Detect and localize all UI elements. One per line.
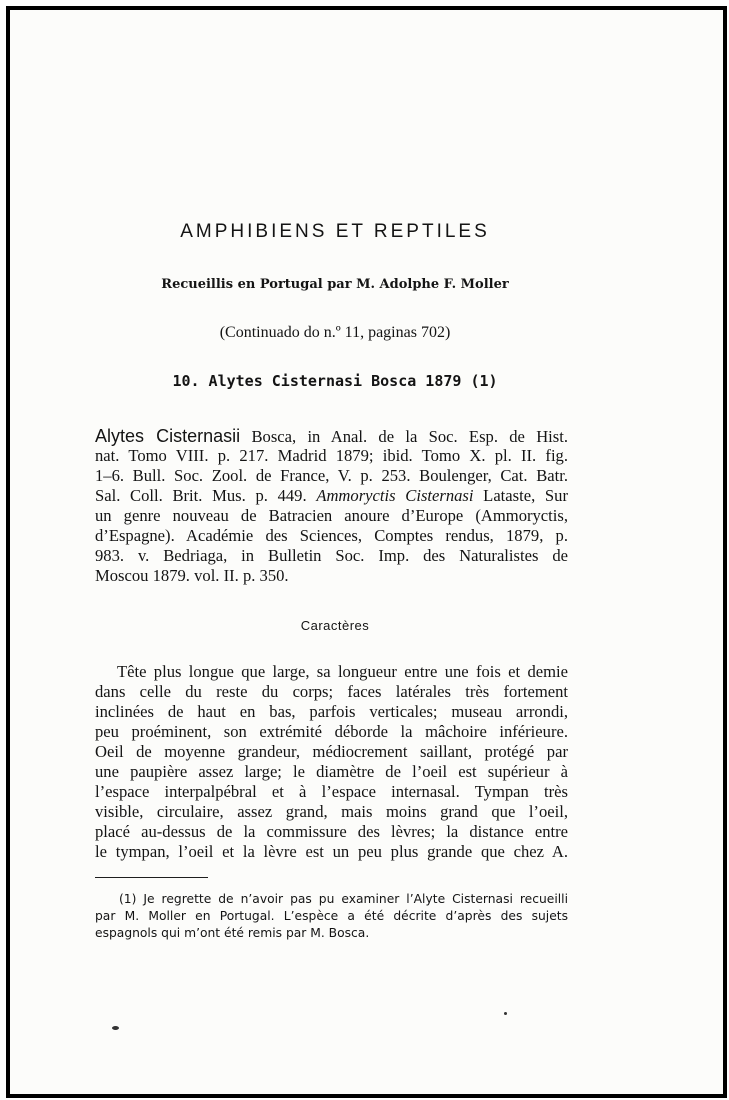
characters-line: placé au-dessus de la commissure des lèvres; la distance entre — [95, 822, 568, 841]
synonymy-line — [95, 426, 568, 446]
synonym-name: Ammoryctis Cisternasi — [316, 486, 474, 505]
collector-line: Recueillis en Portugal par M. Adolphe F. Moller — [161, 277, 509, 292]
synonymy-line: Moscou 1879. vol. II. p. 350. — [95, 566, 289, 585]
article-title: AMPHIBIENS ET REPTILES — [180, 221, 490, 242]
synonymy-line — [95, 486, 568, 506]
synonymy-paragraph — [95, 426, 568, 586]
characters-line: dans celle du reste du corps; faces latérales très fortement — [95, 682, 568, 701]
continuation-note: (Continuado do n.º 11, paginas 702) — [219, 324, 451, 341]
section-heading: Caractères — [300, 618, 370, 633]
characters-line: Oeil de moyenne grandeur, médiocrement saillant, protégé par — [95, 742, 568, 761]
characters-line: une paupière assez large; le diamètre de l’oeil est supérieur à — [95, 762, 568, 781]
footnote-rule — [95, 877, 208, 878]
synonymy-text: Bosca, in Anal. de la Soc. Esp. de Hist. — [240, 427, 569, 446]
ink-speck — [504, 1012, 507, 1015]
synonymy-line: un genre nouveau de Batracien anoure d’Europe (Ammoryctis, — [95, 506, 568, 525]
characters-paragraph — [95, 662, 568, 862]
synonymy-line: 983. v. Bedriaga, in Bulletin Soc. Imp. des Naturalistes de — [95, 546, 568, 565]
footnote-line: par M. Moller en Portugal. L’espèce a été décrite d’après des sujets — [95, 909, 568, 923]
species-name: Alytes Cisternasii — [95, 426, 241, 446]
characters-line: peu proéminent, son extrémité déborde la mâchoire inférieure. — [95, 722, 568, 741]
species-heading: 10. Alytes Cisternasi Bosca 1879 (1) — [172, 372, 498, 390]
synonymy-text: Lataste, Sur — [473, 486, 568, 505]
characters-line: l’espace interpalpébral et à l’espace internasal. Tympan très — [95, 782, 568, 801]
characters-line: le tympan, l’oeil et la lèvre est un peu plus grande que chez A. — [95, 842, 568, 861]
footnote-line: (1) Je regrette de n’avoir pas pu examiner l’Alyte Cisternasi recueilli — [119, 892, 568, 906]
synonymy-text: Sal. Coll. Brit. Mus. p. 449. — [95, 486, 317, 505]
footnote-line: espagnols qui m’ont été remis par M. Bosca. — [95, 926, 370, 940]
characters-line: Tête plus longue que large, sa longueur entre une fois et demie — [117, 662, 568, 681]
synonymy-line: 1–6. Bull. Soc. Zool. de France, V. p. 253. Boulenger, Cat. Batr. — [95, 466, 568, 485]
footnote — [95, 891, 568, 942]
synonymy-line: nat. Tomo VIII. p. 217. Madrid 1879; ibid. Tomo X. pl. II. fig. — [95, 446, 568, 465]
characters-line: visible, circulaire, assez grand, mais moins grand que l’oeil, — [95, 802, 568, 821]
synonymy-line: d’Espagne). Académie des Sciences, Comptes rendus, 1879, p. — [95, 526, 568, 545]
ink-speck — [112, 1026, 119, 1030]
characters-line: inclinées de haut en bas, parfois verticales; museau arrondi, — [95, 702, 568, 721]
